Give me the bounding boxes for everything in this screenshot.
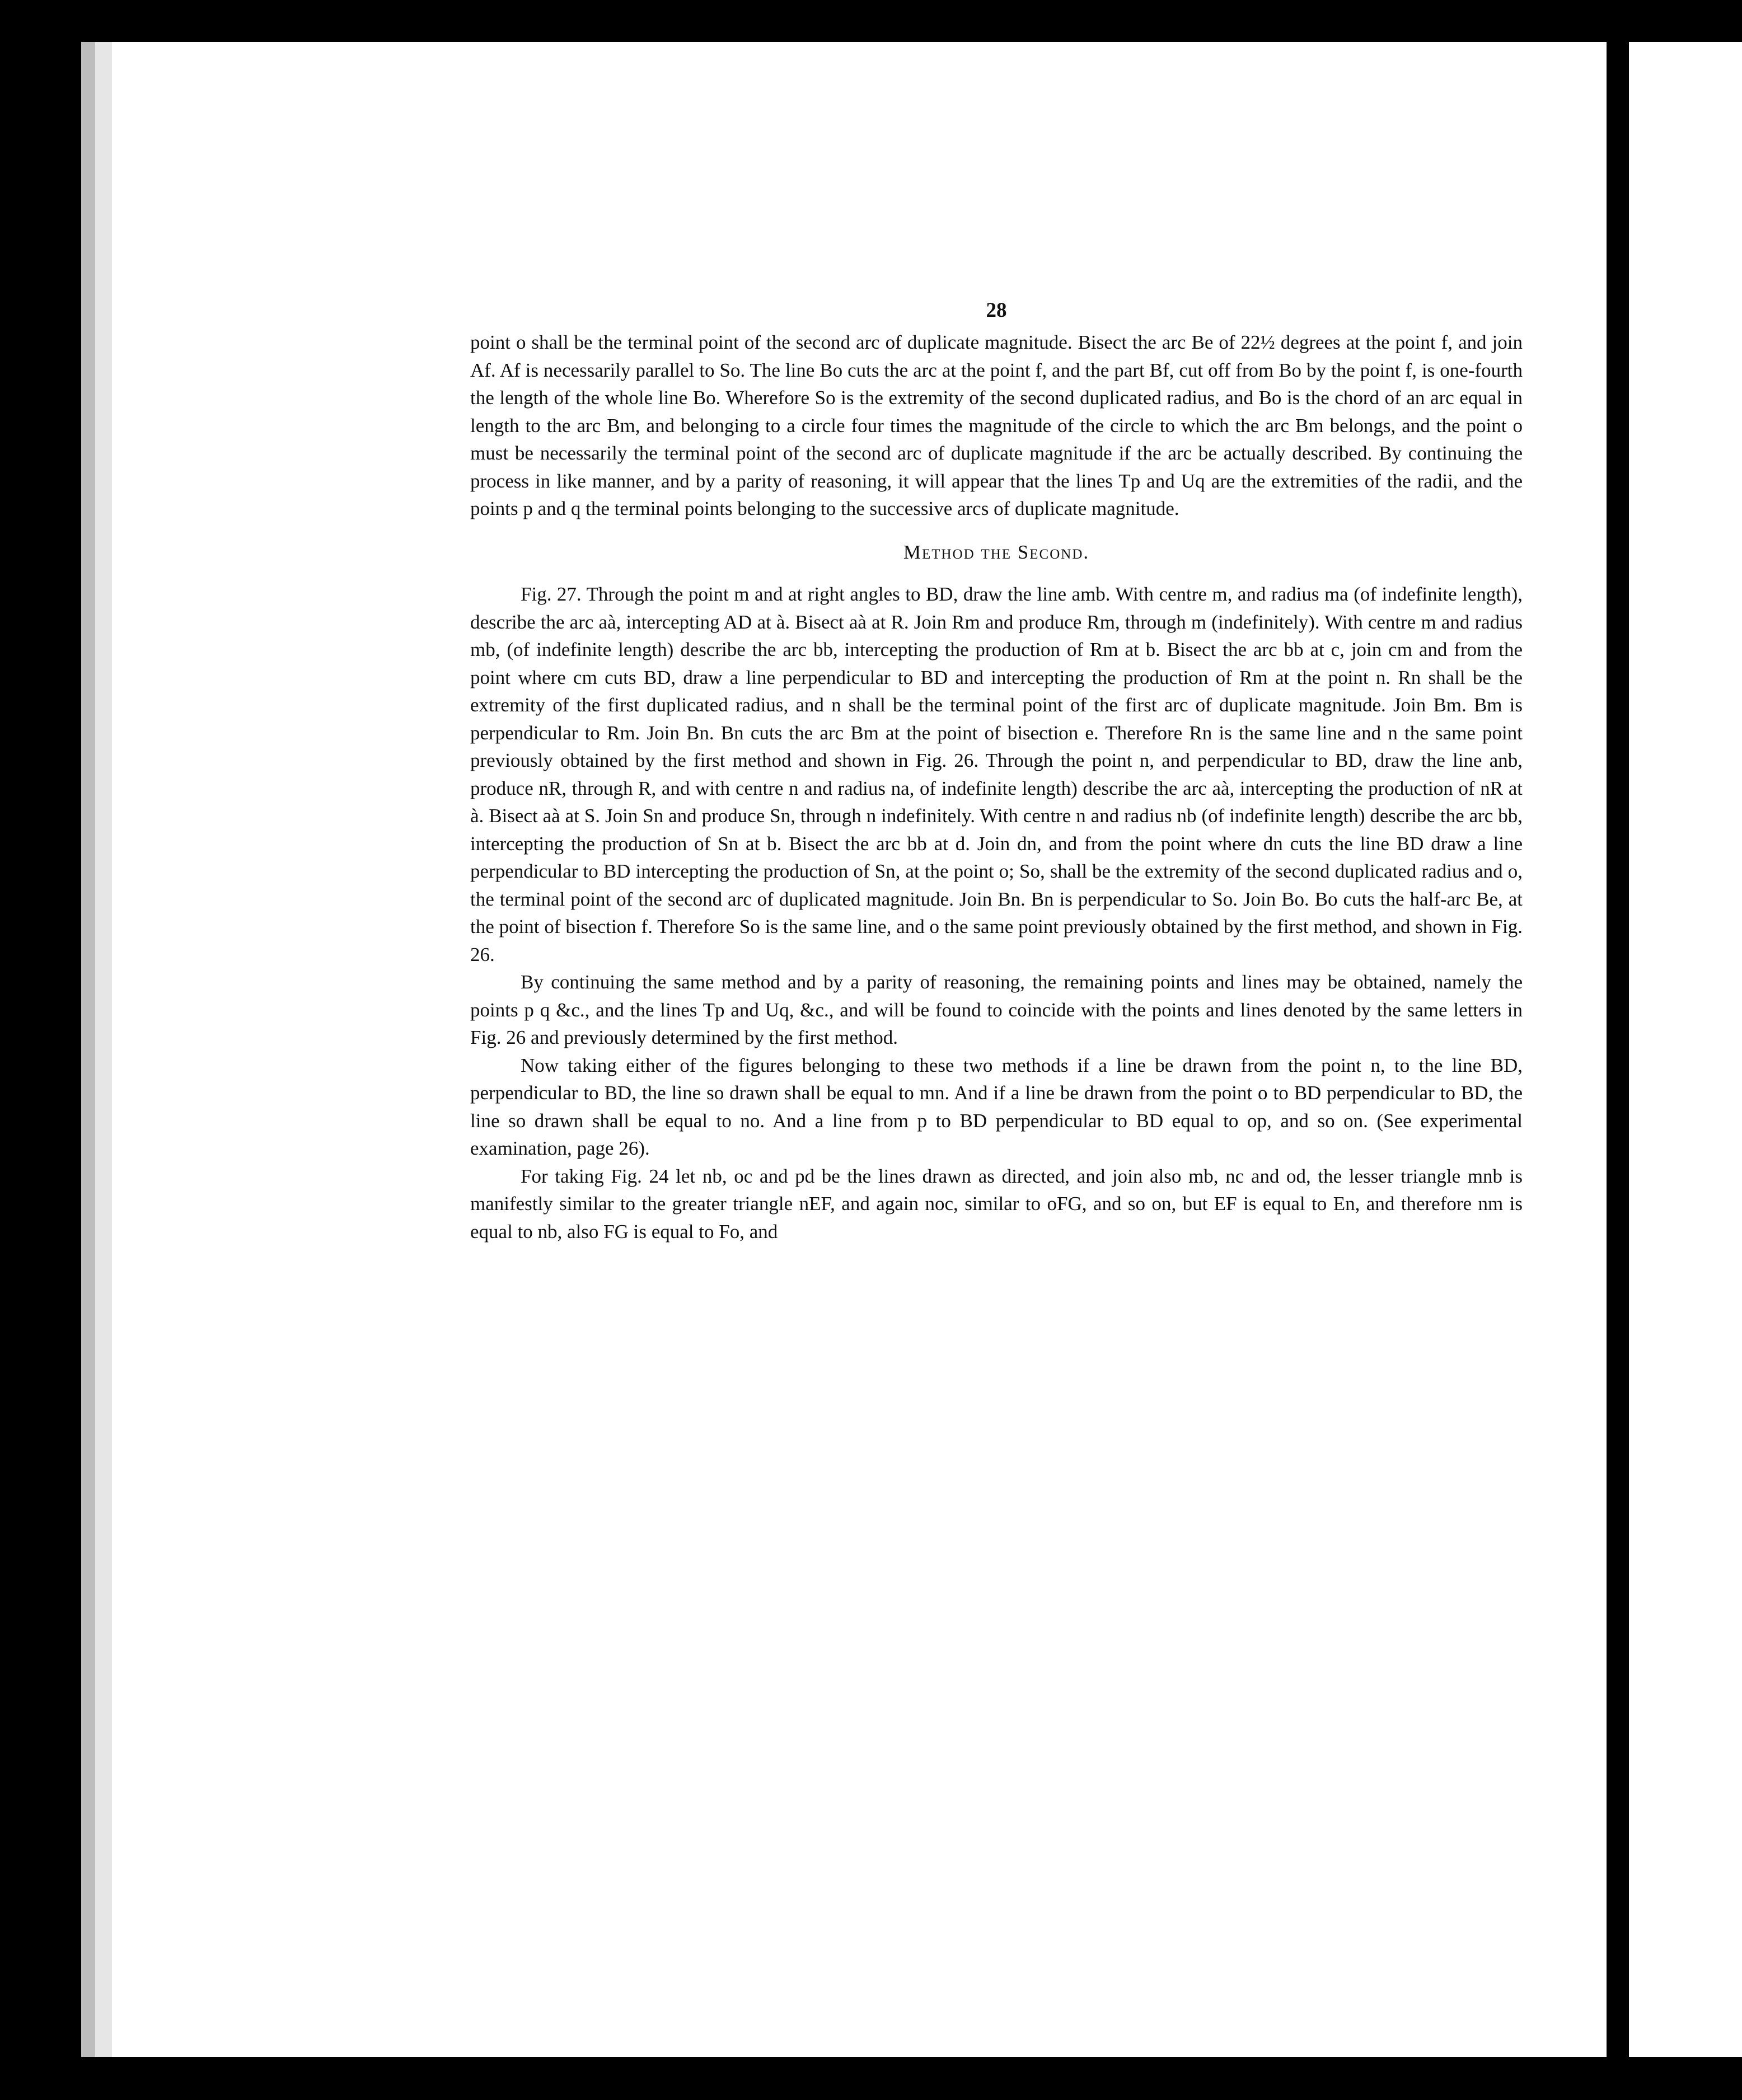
page-content: [470, 329, 1523, 1245]
paragraph-fig27: Fig. 27. Through the point m and at right angles to BD, draw the line amb. With centre m, and radius ma (of indefinite length), describe the arc aà, intercepting AD at à. Bisect aà at R. Join Rm and produce Rm, through m (indefinitely). With centre m and radius mb, (of indefinite length) describe the arc bb, intercepting the production of Rm at b. Bisect the arc bb at c, join cm and from the point where cm cuts BD, draw a line perpendicular to BD and intercepting the production of Rm at the point n. Rn shall be the extremity of the first duplicated radius, and n shall be the terminal point of the first arc of duplicate magnitude. Join Bm. Bm is perpendicular to Rm. Join Bn. Bn cuts the arc Bm at the point of bisection e. Therefore Rn is the same line and n the same point previously obtained by the first method and shown in Fig. 26. Through the point n, and perpendicular to BD, draw the line anb, produce nR, through R, and with centre n and radius na, of indefinite length) describe the arc aà, intercepting the production of nR at à. Bisect aà at S. Join Sn and produce Sn, through n indefinitely. With centre n and radius nb (of indefinite length) describe the arc bb, intercepting the production of Sn at b. Bisect the arc bb at d. Join dn, and from the point where dn cuts the line BD draw a line perpendicular to BD intercepting the production of Sn, at the point o; So, shall be the extremity of the second duplicated radius and o, the terminal point of the second arc of duplicated magnitude. Join Bn. Bn is perpendicular to So. Join Bo. Bo cuts the half-arc Be, at the point of bisection f. Therefore So is the same line, and o the same point previously obtained by the first method, and shown in Fig. 26.: [470, 583, 1523, 965]
paragraph-now-taking: Now taking either of the figures belonging to these two methods if a line be drawn from the point n, to the line BD, perpendicular to BD, the line so drawn shall be equal to mn. And if a line be drawn from the point o to BD perpendicular to BD, the line so drawn shall be equal to no. And a line from p to BD perpendicular to BD equal to op, and so on. (See experimental examination, page 26).: [470, 1054, 1523, 1159]
book-page: [112, 42, 1607, 2057]
page-number: 28: [986, 299, 1007, 322]
paragraph-for-taking: For taking Fig. 24 let nb, oc and pd be the lines drawn as directed, and join also mb, nc and od, the lesser triangle mnb is manifestly similar to the greater triangle nEF, and again noc, similar to oFG, and so on, but EF is equal to En, and therefore nm is equal to nb, also FG is equal to Fo, and: [470, 1165, 1523, 1243]
adjacent-page-edge: [1629, 42, 1742, 2057]
paragraph-continuation: point o shall be the terminal point of the second arc of duplicate magnitude. Bisect the arc Be of 22½ degrees at the point f, and join Af. Af is necessarily parallel to So. The line Bo cuts the arc at the point f, and the part Bf, cut off from Bo by the point f, is one-fourth the length of the whole line Bo. Wherefore So is the extremity of the second duplicated radius, and Bo is the chord of an arc equal in length to the arc Bm, and belonging to a circle four times the magnitude of the circle to which the arc Bm belongs, and the point o must be necessarily the terminal point of the second arc of duplicate magnitude if the arc be actually described. By continuing the process in like manner, and by a parity of reasoning, it will appear that the lines Tp and Uq are the extremities of the radii, and the points p and q the terminal points belonging to the successive arcs of duplicate magnitude.: [470, 331, 1523, 519]
section-heading: Method the Second.: [903, 541, 1090, 563]
paragraph-continuing-method: By continuing the same method and by a parity of reasoning, the remaining points and lines may be obtained, namely the points p q &c., and the lines Tp and Uq, &c., and will be found to coincide with the points and lines denoted by the same letters in Fig. 26 and previously determined by the first method.: [470, 971, 1523, 1048]
